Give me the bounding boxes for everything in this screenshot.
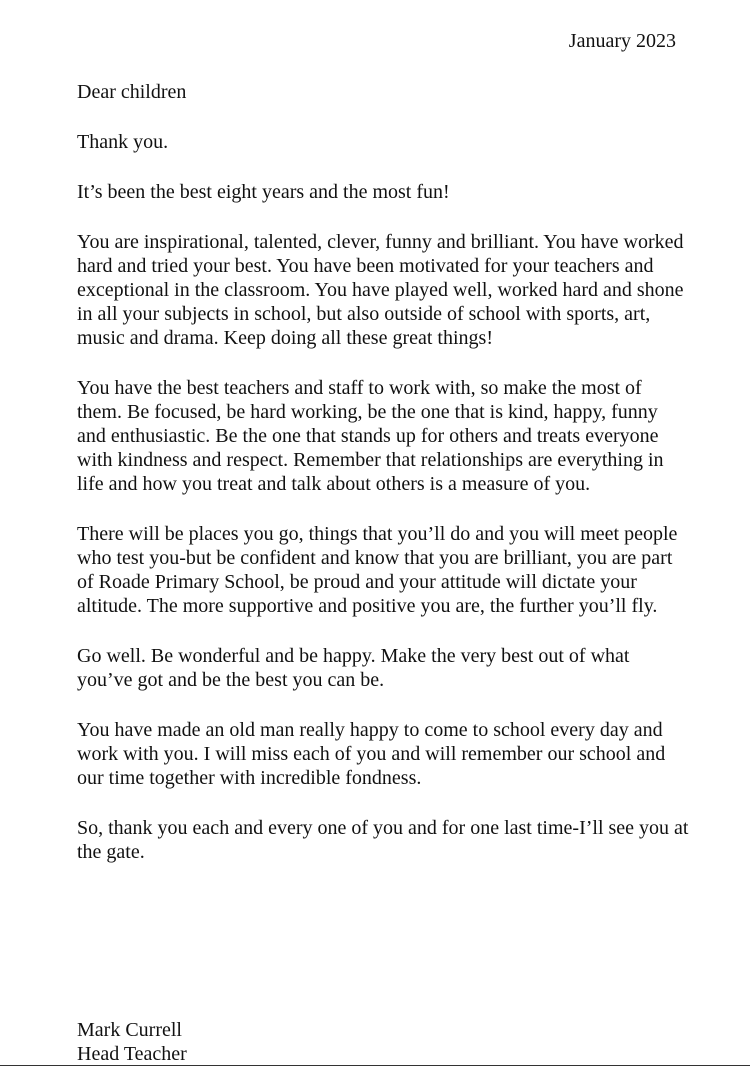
- paragraph: Thank you.: [77, 131, 169, 153]
- paragraph: There will be places you go, things that you’ll do and you will meet people who test you-but be confident and know that you are brilliant, you are part of Roade Primary School, be proud and your attitude will dictate your altitude. The more supportive and positive you are, the further you’ll fly.: [77, 523, 678, 617]
- letter-body: [77, 80, 689, 890]
- salutation: Dear children: [77, 81, 187, 103]
- paragraph: Go well. Be wonderful and be happy. Make the very best out of what you’ve got and be the best you can be.: [77, 645, 630, 691]
- paragraph: It’s been the best eight years and the most fun!: [77, 181, 450, 203]
- paragraph: You are inspirational, talented, clever, funny and brilliant. You have worked hard and tried your best. You have been motivated for your teachers and exceptional in the classroom. You have played well, worked hard and shone in all your subjects in school, but also outside of school with sports, art, music and drama. Keep doing all these great things!: [77, 231, 684, 349]
- bottom-divider: [0, 1065, 750, 1066]
- letter-date: January 2023: [568, 30, 676, 52]
- signature-block: [77, 1018, 187, 1066]
- signature-name: Mark Currell: [77, 1019, 182, 1041]
- signature-title: Head Teacher: [77, 1043, 187, 1065]
- paragraph: You have made an old man really happy to come to school every day and work with you. I will miss each of you and will remember our school and our time together with incredible fondness.: [77, 719, 666, 789]
- paragraph: So, thank you each and every one of you and for one last time-I’ll see you at the gate.: [77, 817, 689, 863]
- paragraph: You have the best teachers and staff to work with, so make the most of them. Be focused, be hard working, be the one that is kind, happy, funny and enthusiastic. Be the one that stands up for others and treats everyone with kindness and respect. Remember that relationships are everything in life and how you treat and talk about others is a measure of you.: [77, 377, 664, 495]
